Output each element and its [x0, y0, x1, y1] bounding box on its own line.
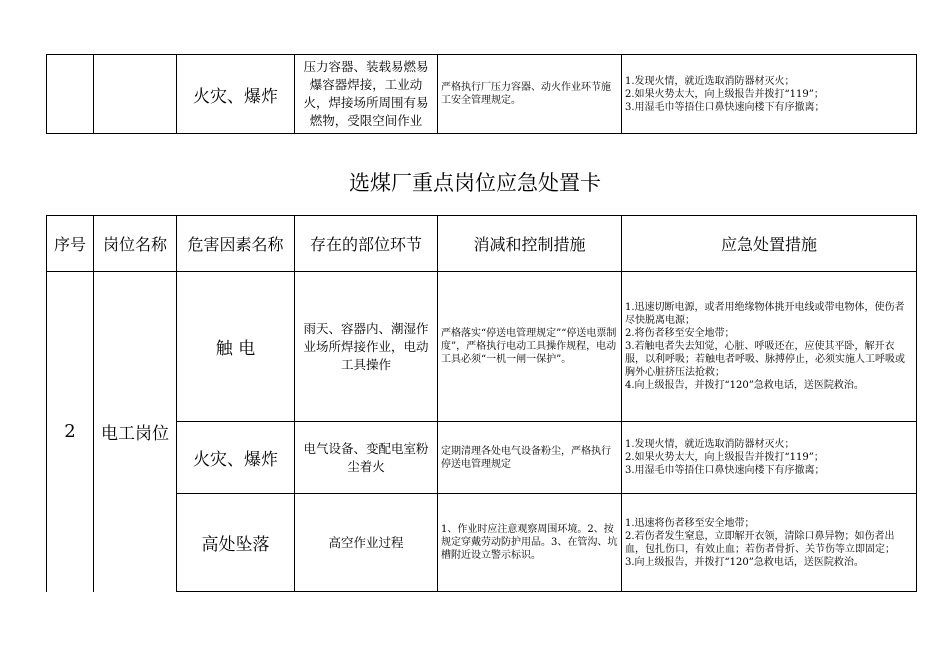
header-emergency: 应急处置措施 — [622, 216, 917, 272]
emergency-line: 3.用湿毛巾等捂住口鼻快速向楼下有序撤离； — [625, 101, 825, 113]
hazard-cell: 高处坠落 — [177, 494, 295, 592]
emergency-cell — [622, 55, 917, 134]
emergency-line: 2.如果火势太大，向上级报告并拨打“119”； — [625, 452, 824, 463]
header-control: 消减和控制措施 — [438, 216, 622, 272]
header-serial: 序号 — [47, 216, 94, 272]
table-row — [47, 494, 917, 592]
emergency-cell — [622, 422, 917, 494]
emergency-line: 2.将伤者移至安全地带； — [625, 328, 735, 339]
location-cell: 压力容器、装载易燃易爆容器焊接，工业动火，焊接场所周围有易燃物，受限空间作业 — [295, 55, 438, 134]
hazard-cell: 火灾、爆炸 — [177, 55, 295, 134]
emergency-line: 2.如果火势太大，向上级报告并拨打“119”； — [625, 88, 824, 100]
post-cell-empty — [94, 55, 177, 134]
control-cell: 定期清理各处电气设备粉尘，严格执行停送电管理规定 — [438, 422, 622, 494]
emergency-line: 3.用湿毛巾等捂住口鼻快速向楼下有序撤离； — [625, 465, 825, 476]
header-location: 存在的部位环节 — [295, 216, 438, 272]
continuation-table — [46, 54, 917, 134]
header-post: 岗位名称 — [94, 216, 177, 272]
page-title: 选煤厂重点岗位应急处置卡 — [349, 171, 601, 195]
serial-cell: 2 — [47, 272, 94, 592]
emergency-cell — [622, 272, 917, 422]
header-row — [47, 216, 917, 272]
table-row — [47, 272, 917, 422]
emergency-line: 2.若伤者发生窒息，立即解开衣领，清除口鼻异物；如伤者出血，包扎伤口，有效止血；若伤者骨折、关节伤等立即固定； — [625, 530, 895, 555]
emergency-line: 3.若触电者失去知觉，心脏、呼吸还在，应使其平卧，解开衣服，以利呼吸；若触电者呼吸、脉搏停止，必须实施人工呼吸或胸外心脏挤压法抢救； — [625, 341, 905, 378]
emergency-line: 1.迅速将伤者移至安全地带； — [625, 517, 755, 529]
emergency-line: 1.发现火情，就近选取消防器材灭火； — [625, 75, 795, 87]
emergency-line: 4.向上级报告，并拨打“120”急救电话，送医院救治。 — [625, 380, 864, 391]
emergency-line: 1.发现火情，就近选取消防器材灭火； — [625, 439, 795, 450]
emergency-line: 1.迅速切断电源，或者用绝缘物体挑开电线或带电物体，使伤者尽快脱离电源； — [625, 302, 905, 326]
location-cell: 电气设备、变配电室粉尘着火 — [295, 422, 438, 494]
hazard-cell: 火灾、爆炸 — [177, 422, 295, 494]
emergency-card-table — [46, 215, 917, 592]
location-cell: 高空作业过程 — [295, 494, 438, 592]
control-cell: 严格执行厂压力容器、动火作业环节施工安全管理规定。 — [438, 55, 622, 134]
header-hazard: 危害因素名称 — [177, 216, 295, 272]
location-cell: 雨天、容器内、潮湿作业场所焊接作业，电动工具操作 — [295, 272, 438, 422]
table-row — [47, 422, 917, 494]
hazard-cell: 触 电 — [177, 272, 295, 422]
emergency-line: 3.向上级报告，并拨打“120”急救电话，送医院救治。 — [625, 556, 864, 568]
emergency-cell — [622, 494, 917, 592]
control-cell: 1、作业时应注意观察周围环境。2、按规定穿戴劳动防护用品。3、在管沟、坑槽附近设立警示标识。 — [438, 494, 622, 592]
post-cell: 电工岗位 — [94, 272, 177, 592]
control-cell: 严格落实“停送电管理规定”“停送电票制度”，严格执行电动工具操作规程，电动工具必须“一机一闸一保护”。 — [438, 272, 622, 422]
serial-cell-empty — [47, 55, 94, 134]
